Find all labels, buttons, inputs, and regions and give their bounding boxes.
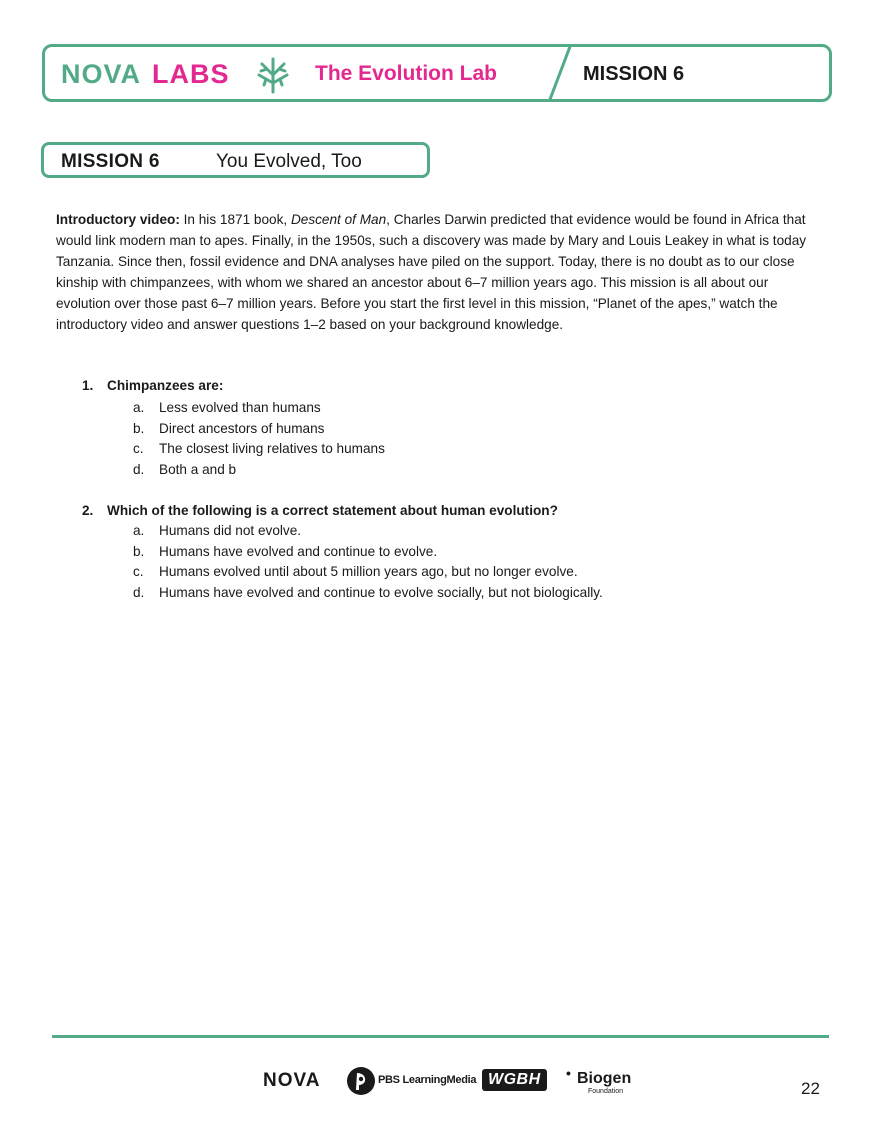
tree-icon (253, 55, 293, 95)
question-text: Which of the following is a correct statement about human evolution? (107, 503, 558, 518)
section-title-strong: MISSION 6 (61, 151, 160, 172)
question-text: Chimpanzees are: (107, 378, 224, 393)
option-text: Both a and b (159, 462, 237, 478)
option-text: Humans evolved until about 5 million years ago, but no longer evolve. (159, 564, 578, 580)
mission-label: MISSION 6 (583, 63, 685, 85)
intro-text-2: , Charles Darwin predicted that evidence would be found in Africa that would link modern man to apes. Finally, in the 1950s, such a discovery was made by Mary and Louis Leakey in what is today Tanzania. Since then, fossil evidence and DNA analyses have piled on the support. Today, there is no doubt as to our close kinship with chimpanzees, with whom we shared an ancestor about 6–7 million years ago. This mission is all about our evolution over those past 6–7 million years. Before you start the first level in this mission, “Planet of the apes,” watch the introductory video and answer questions 1–2 based on your background knowledge. (56, 212, 807, 332)
option-text: Direct ancestors of humans (159, 420, 325, 436)
labs-logo: LABS (152, 59, 230, 89)
intro-text-1: In his 1871 book, (179, 212, 291, 227)
lab-title: The Evolution Lab (315, 62, 497, 85)
header-divider (545, 44, 575, 102)
section-title (41, 142, 430, 178)
book-title: Descent of Man (290, 212, 387, 227)
footer-foundation-label: Foundation (588, 1088, 624, 1095)
footer-biogen-logo: Biogen (577, 1070, 632, 1087)
page-number: 22 (801, 1079, 820, 1098)
section-title-rest: You Evolved, Too (216, 151, 362, 172)
footer-wgbh-logo: WGBH (482, 1069, 547, 1091)
option-letter: a. (133, 400, 145, 415)
option-text: Humans have evolved and continue to evolve socially, but not biologically. (159, 585, 603, 601)
option-letter: d. (133, 585, 145, 601)
option-letter: c. (133, 441, 144, 457)
intro-paragraph (56, 209, 816, 335)
intro-label: Introductory video: (56, 212, 180, 227)
option-letter: a. (133, 523, 145, 538)
option-text: Humans did not evolve. (159, 523, 302, 538)
option-letter: d. (133, 462, 145, 478)
footer-pbs-logo: PBS LearningMedia (378, 1074, 477, 1086)
option-text: The closest living relatives to humans (159, 441, 385, 457)
option-letter: b. (133, 420, 145, 436)
footer-biogen-mark: • (566, 1065, 571, 1081)
question-number: 2. (82, 503, 94, 518)
option-text: Less evolved than humans (159, 400, 321, 415)
option-text: Humans have evolved and continue to evolve. (159, 543, 438, 559)
option-letter: c. (133, 564, 144, 580)
option-letter: b. (133, 543, 145, 559)
question-number: 1. (82, 378, 94, 393)
pbs-head-icon (346, 1066, 376, 1096)
header-banner (42, 44, 832, 102)
footer-rule (52, 1035, 829, 1038)
footer-nova-logo: NOVA (263, 1070, 321, 1091)
nova-logo: NOVA (61, 59, 142, 89)
